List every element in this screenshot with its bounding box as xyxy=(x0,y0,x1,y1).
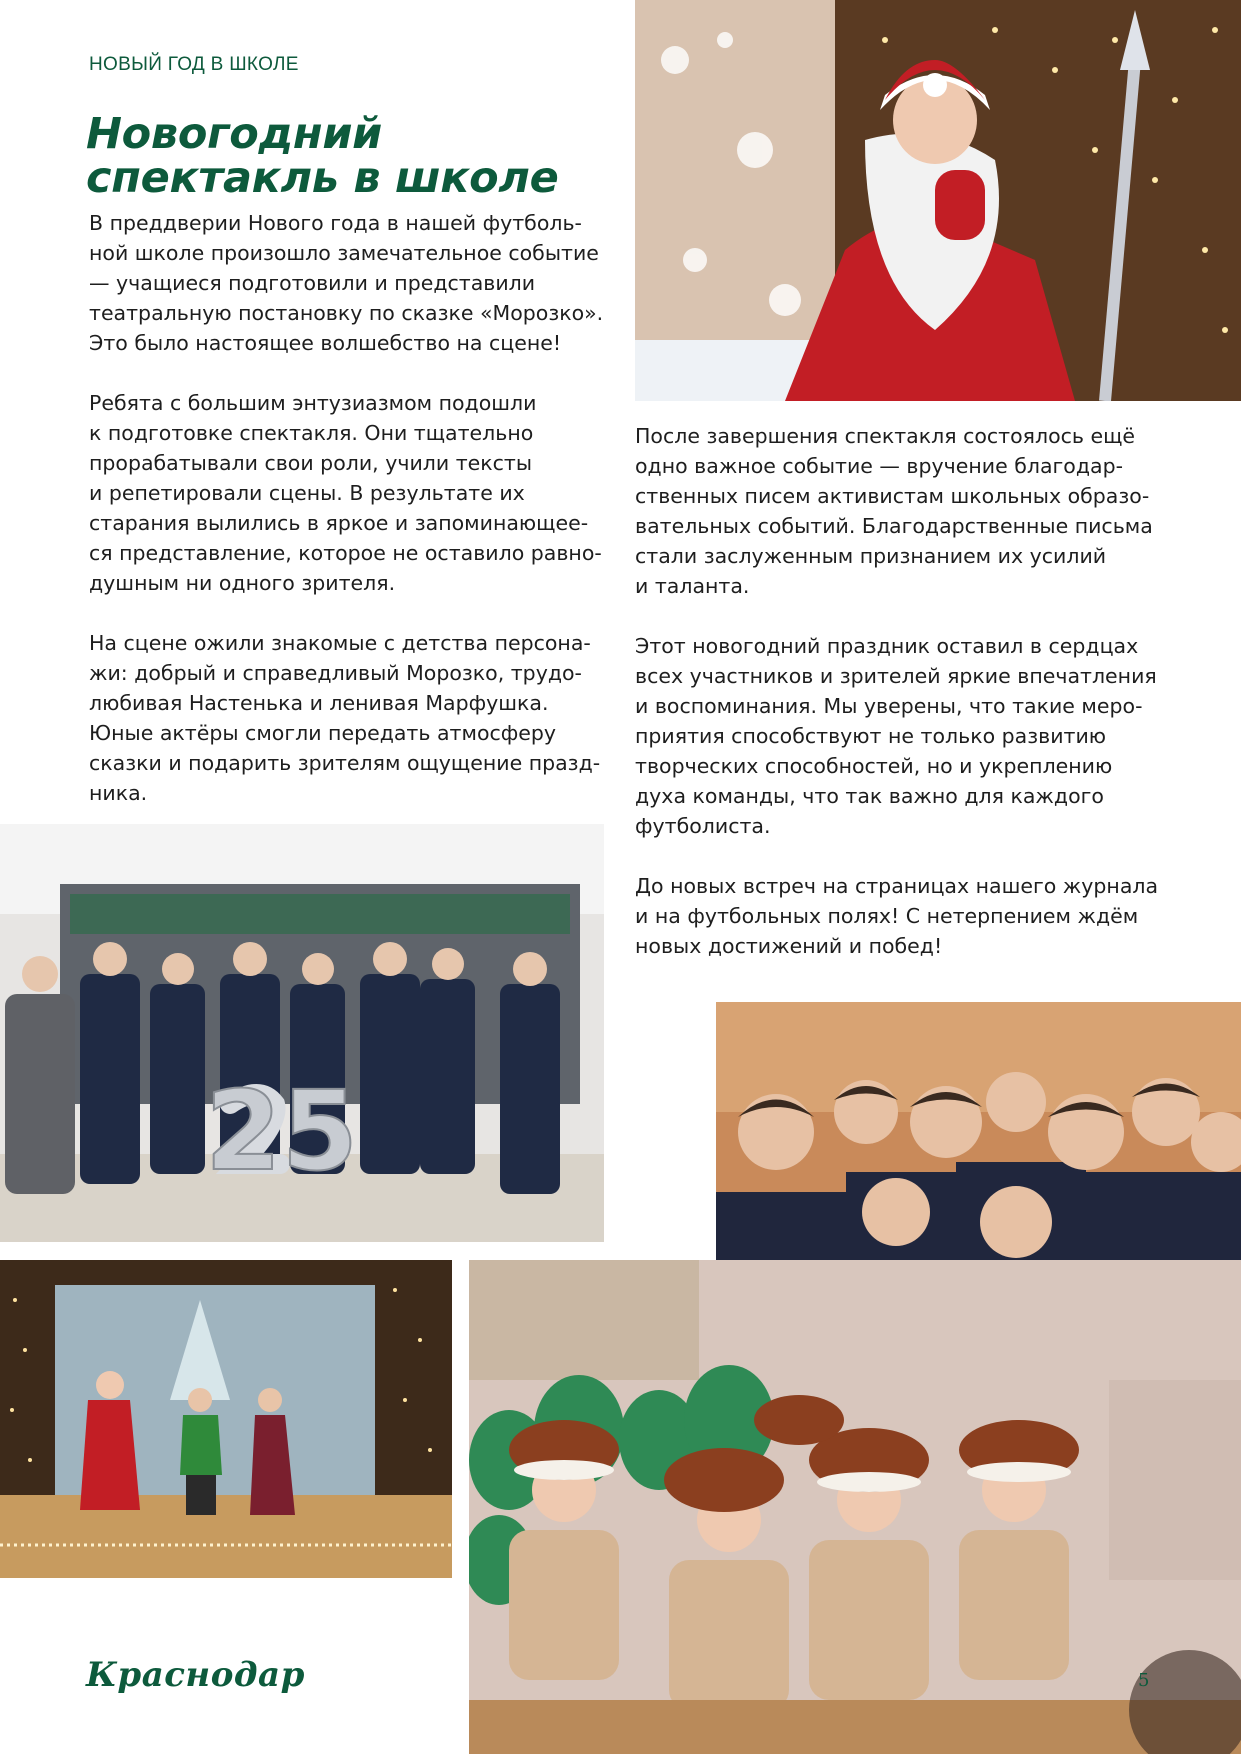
article-right-column xyxy=(635,421,1175,961)
text-line: и воспоминания. Мы уверены, что такие меро- xyxy=(635,694,1143,718)
title-line-2: спектакль в школе xyxy=(86,153,559,203)
text-line: одно важное событие — вручение благодар- xyxy=(635,454,1123,478)
text-line: приятия способствуют не только развитию xyxy=(635,724,1107,748)
text-line: Этот новогодний праздник оставил в сердцах xyxy=(635,634,1139,658)
text-line: Ребята с большим энтузиазмом подошли xyxy=(89,391,537,415)
article-title xyxy=(86,109,626,203)
text-line: к подготовке спектакля. Они тщательно xyxy=(89,421,534,445)
text-line: театральную постановку по сказке «Морозко». xyxy=(89,301,604,325)
brand-logo: Краснодар xyxy=(86,1655,305,1695)
text-line: старания вылились в яркое и запоминающее- xyxy=(89,511,589,535)
paragraph-farewell xyxy=(635,871,1175,961)
stage-illustration xyxy=(0,1260,452,1578)
text-line: стали заслуженным признанием их усилий xyxy=(635,544,1107,568)
title-line-1: Новогодний xyxy=(86,109,382,159)
text-line: и таланта. xyxy=(635,574,750,598)
text-line: прорабатывали свои роли, учили тексты xyxy=(89,451,533,475)
text-line: футболиста. xyxy=(635,814,771,838)
article-left-column xyxy=(89,208,609,808)
text-line: сказки и подарить зрителям ощущение празд- xyxy=(89,751,601,775)
text-line: новых достижений и побед! xyxy=(635,934,943,958)
text-line: ся представление, которое не оставило равно- xyxy=(89,541,602,565)
text-line: вательных событий. Благодарственные письма xyxy=(635,514,1153,538)
text-line: и на футбольных полях! С нетерпением ждём xyxy=(635,904,1139,928)
text-line: всех участников и зрителей яркие впечатления xyxy=(635,664,1157,688)
text-line: творческих способностей, но и укреплению xyxy=(635,754,1113,778)
text-line: До новых встреч на страницах нашего журнала xyxy=(635,874,1159,898)
photo-mushroom-costumes xyxy=(469,1260,1241,1754)
text-line: — учащиеся подготовили и представили xyxy=(89,271,536,295)
text-line: ника. xyxy=(89,781,148,805)
photo-stage-scene xyxy=(0,1260,452,1578)
photo-ded-moroz xyxy=(635,0,1241,401)
text-line: и репетировали сцены. В результате их xyxy=(89,481,525,505)
text-line: жи: добрый и справедливый Морозко, трудо- xyxy=(89,661,582,685)
text-line: духа команды, что так важно для каждого xyxy=(635,784,1104,808)
page-number: 5 xyxy=(1138,1670,1150,1691)
text-line: На сцене ожили знакомые с детства персона- xyxy=(89,631,591,655)
text-line: В преддверии Нового года в нашей футболь- xyxy=(89,211,582,235)
photo-group-awards xyxy=(0,824,604,1242)
paragraph-characters xyxy=(89,628,609,808)
text-line: Юные актёры смогли передать атмосферу xyxy=(89,721,557,745)
paragraph-intro xyxy=(89,208,609,358)
section-kicker: НОВЫЙ ГОД В ШКОЛЕ xyxy=(89,54,299,75)
mushrooms-illustration xyxy=(469,1260,1241,1754)
group-photo-illustration xyxy=(0,824,604,1242)
text-line: После завершения спектакля состоялось ещё xyxy=(635,424,1136,448)
text-line: любивая Настенька и ленивая Марфушка. xyxy=(89,691,549,715)
text-line: Это было настоящее волшебство на сцене! xyxy=(89,331,562,355)
balloon-number: 25 xyxy=(205,1067,359,1195)
text-line: душным ни одного зрителя. xyxy=(89,571,396,595)
paragraph-impressions xyxy=(635,631,1175,841)
text-line: ственных писем активистам школьных образо- xyxy=(635,484,1150,508)
paragraph-awards xyxy=(635,421,1175,601)
ded-moroz-illustration xyxy=(635,0,1241,401)
paragraph-preparation xyxy=(89,388,609,598)
text-line: ной школе произошло замечательное событие xyxy=(89,241,599,265)
